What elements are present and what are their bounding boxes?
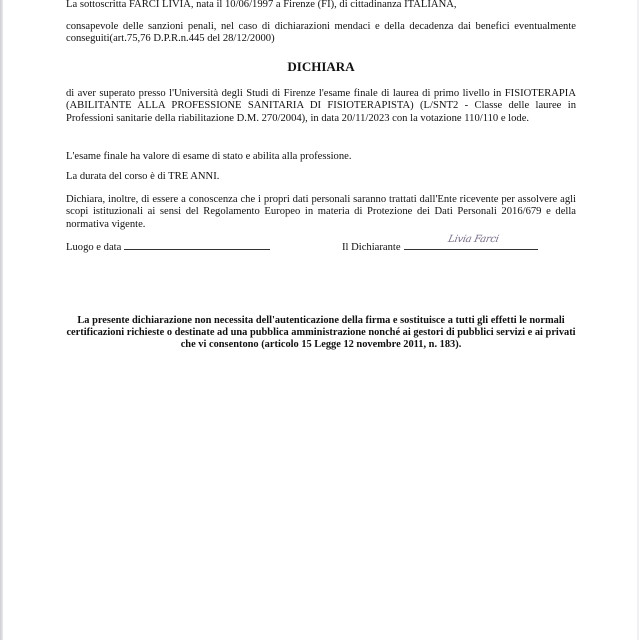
intro-paragraph: La sottoscritta FARCI LIVIA, nata il 10/06/1997 a Firenze (FI), di cittadinanza ITALIANA, xyxy=(66,0,457,10)
document-title: DICHIARA xyxy=(287,59,355,74)
legal-footer-note: La presente dichiarazione non necessita dell'autenticazione della firma e sostituisce a tutti gli effetti le normali certificazioni richieste o destinate ad una pubblica amministrazione nonché ai gestori di pubblici servizi e ai privati che vi consentono (articolo 15 Legge 12 novembre 2011, n. 183). xyxy=(66,315,576,351)
place-date-label: Luogo e data xyxy=(66,242,122,253)
declaration-paragraph: di aver superato presso l'Università degli Studi di Firenze l'esame finale di laurea di primo livello in FISIOTERAPIA (ABILITANTE ALLA PROFESSIONE SANITARIA DI FISIOTERAPISTA) (L/SNT2 - Classe delle lauree in Professioni sanitarie della riabilitazione D.M. 270/2004), in data 20/11/2023 con la votazione 110/110 e lode. xyxy=(66,88,576,124)
awareness-paragraph: consapevole delle sanzioni penali, nel caso di dichiarazioni mendaci e della decadenza dai benefici eventualmente conseguiti(art.75,76 D.P.R.n.445 del 28/12/2000) xyxy=(66,21,576,45)
declarant-label: Il Dichiarante xyxy=(342,242,401,253)
signature-row xyxy=(66,234,576,256)
place-date-line xyxy=(124,240,270,250)
place-date-field xyxy=(66,240,270,254)
declarant-field xyxy=(342,234,538,254)
exam-value-paragraph: L'esame finale ha valore di esame di stato e abilita alla professione. xyxy=(66,151,352,162)
privacy-paragraph: Dichiara, inoltre, di essere a conoscenza che i propri dati personali saranno trattati dall'Ente ricevente per assolvere agli scopi istituzionali ai sensi del Regolamento Europeo in materia di Protezione dei Dati Personali 2016/679 e della normativa vigente. xyxy=(66,194,576,230)
duration-paragraph: La durata del corso è di TRE ANNI. xyxy=(66,171,220,182)
page-left-edge xyxy=(0,0,3,640)
handwritten-signature: Livia Farci xyxy=(446,234,500,245)
page-right-edge xyxy=(637,0,639,640)
signature-line xyxy=(404,234,538,250)
